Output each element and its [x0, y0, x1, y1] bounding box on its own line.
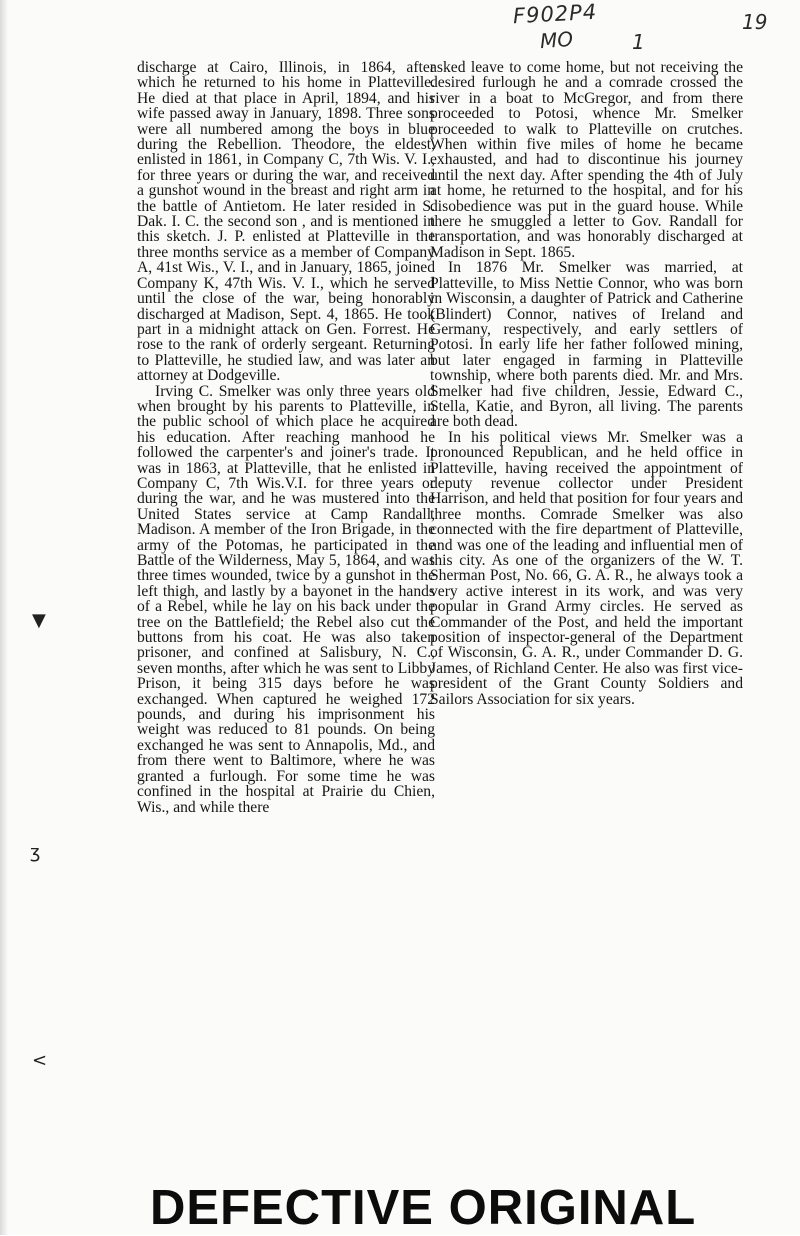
- left-paragraph-2: Irving C. Smelker was only three years old when brought by his parents to Platteville, in the public school of which place he acquired his education. After reaching manhood he followed the carpenter's and joiner's trade. It was in 1863, at Platteville, that he enlisted in Company C, 7th Wis.V.I. for three years or during the war, and he was mustered into the United States service at Camp Randall, Madison. A member of the Iron Brigade, in the army of the Potomas, he participated in the Battle of the Wilderness, May 5, 1864, and was three times wounded, twice by a gunshot in the left thigh, and lastly by a bayonet in the hands of a Rebel, while he lay on his back under the tree on the Battlefield; the Rebel also cut the buttons from his coat. He was also taken prisoner, and confined at Salisbury, N. C., seven months, after which he was sent to Libby Prison, it being 315 days before he was exchanged. When captured he weighed 172 pounds, and during his imprisonment his weight was reduced to 81 pounds. On being exchanged he was sent to Annapolis, Md., and from there went to Baltimore, where he was granted a furlough. For some time he was confined in the hospital at Prairie du Chien, Wis., and while there: [137, 382, 435, 816]
- defective-original-stamp: DEFECTIVE ORIGINAL: [150, 1181, 697, 1235]
- article-left-column: [137, 60, 435, 815]
- margin-mark-top: ▼: [32, 610, 46, 631]
- handwritten-subnumber: 1: [632, 30, 645, 54]
- handwritten-subcode: MO: [539, 26, 574, 54]
- margin-mark-middle: ʒ: [30, 842, 41, 863]
- scan-edge-shadow: [0, 0, 8, 1235]
- left-paragraph-1: discharge at Cairo, Illinois, in 1864, after which he returned to his home in Platteville. He died at that place in April, 1894, and his wife passed away in January, 1898. Three sons were all numbered among the boys in blue during the Rebellion. Theodore, the eldest, enlisted in 1861, in Company C, 7th Wis. V. I., for three years or during the war, and received a gunshot wound in the breast and right arm in the battle of Antietom. He later resided in S. Dak. I. C. the second son , and is mentioned in this sketch. J. P. enlisted at Platteville in the three months service as a member of Company A, 41st Wis., V. I., and in January, 1865, joined Company K, 47th Wis. V. I., which he served until the close of the war, being honorably discharged at Madison, Sept. 4, 1865. He took part in a midnight attack on Gen. Forrest. He rose to the rank of orderly sergeant. Returning to Platteville, he studied law, and was later an attorney at Dodgeville.: [137, 59, 435, 385]
- handwritten-page-number: 19: [742, 10, 768, 34]
- right-paragraph-1: asked leave to come home, but not receiving the desired furlough he and a comrade crossed the river in a boat to McGregor, and from there proceeded to Potosi, whence Mr. Smelker proceeded to walk to Platteville on crutches. When within five miles of home he became exhausted, and had to discontinue his journey until the next day. After spending the 4th of July at home, he returned to the hospital, and for his disobedience was put in the guard house. While there he smuggled a letter to Gov. Randall for transportation, and was honorably discharged at Madison in Sept. 1865.: [430, 59, 743, 261]
- handwritten-catalog-number: F902P4: [512, 0, 598, 29]
- right-paragraph-3: In his political views Mr. Smelker was a pronounced Republican, and he held office in Platteville, having received the appointment of deputy revenue collector under President Harrison, and held that position for four years and three months. Comrade Smelker was also connected with the fire department of Platteville, and was one of the leading and influential men of this city. As one of the organizers of the W. T. Sherman Post, No. 66, G. A. R., he always took a very active interest in its work, and was very popular in Grand Army circles. He served as Commander of the Post, and held the important position of inspector-general of the Department of Wisconsin, G. A. R., under Commander D. G. James, of Richland Center. He also was first vice-president of the Grant County Soldiers and Sailors Association for six years.: [430, 428, 743, 708]
- right-paragraph-2: In 1876 Mr. Smelker was married, at Platteville, to Miss Nettie Connor, who was born in Wisconsin, a daughter of Patrick and Catherine (Blindert) Connor, natives of Ireland and Germany, respectively, and early settlers of Potosi. In early life her father followed mining, but later engaged in farming in Platteville township, where both parents died. Mr. and Mrs. Smelker had five children, Jessie, Edward C., Stella, Katie, and Byron, all living. The parents are both dead.: [430, 259, 743, 431]
- article-right-column: [430, 60, 743, 707]
- margin-mark-bottom: <: [32, 1050, 48, 1071]
